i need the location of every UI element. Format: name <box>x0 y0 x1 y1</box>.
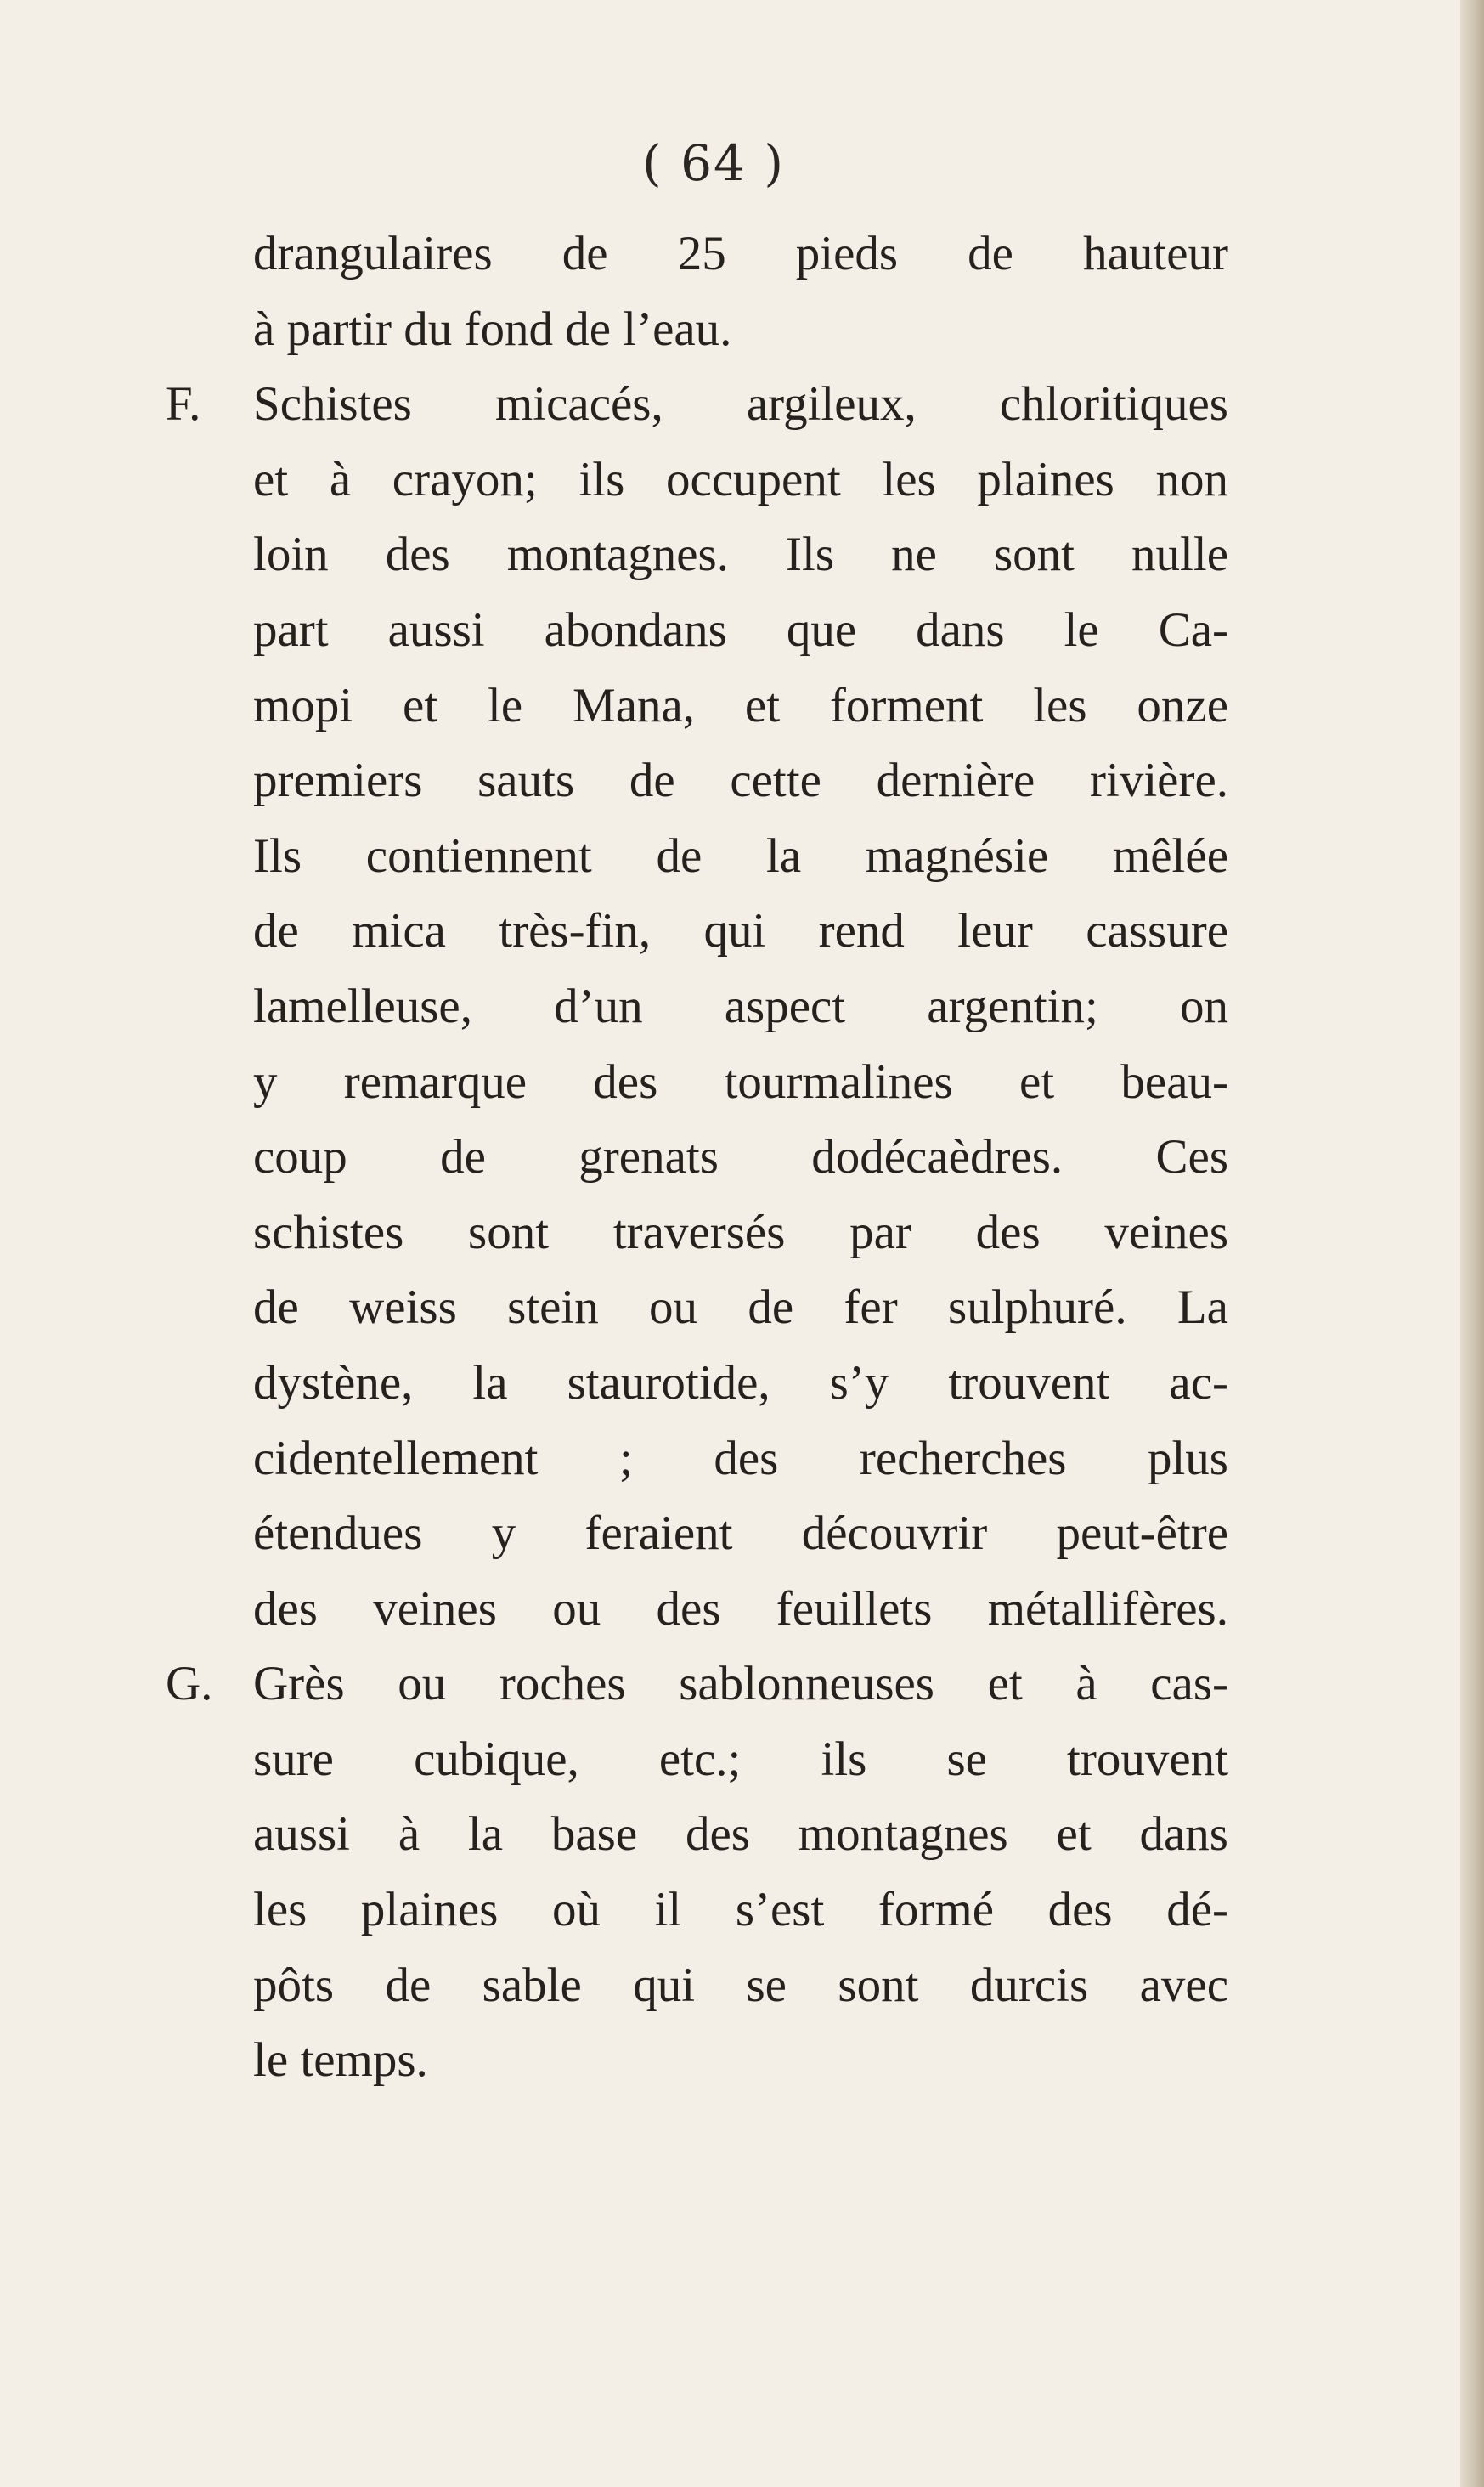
text-line <box>253 1797 1228 1873</box>
text-line <box>253 1045 1228 1121</box>
line-text: des veines ou des feuillets métallifères. <box>253 1581 1228 1636</box>
line-text: drangulaires de 25 pieds de hauteur <box>253 227 1228 280</box>
line-text: loin des montagnes. Ils ne sont nulle <box>253 528 1228 582</box>
text-line <box>253 593 1228 669</box>
text-line <box>253 1948 1228 2024</box>
line-text: premiers sauts de cette dernière rivière. <box>253 754 1228 808</box>
text-line <box>166 1647 1228 1722</box>
line-text: pôts de sable qui se sont durcis avec <box>253 1958 1228 2012</box>
line-text: de mica très-fin, qui rend leur cassure <box>253 904 1228 958</box>
section-marker: F. <box>166 377 201 432</box>
line-text: sure cubique, etc.; ils se trouvent <box>253 1732 1228 1786</box>
line-text: Grès ou roches sablonneuses et à cas- <box>253 1657 1228 1711</box>
text-line <box>253 517 1228 593</box>
text-line <box>253 1120 1228 1195</box>
line-text: part aussi abondans que dans le Ca- <box>253 602 1228 657</box>
text-line <box>253 894 1228 969</box>
line-text: mopi et le Mana, et forment les onze <box>253 678 1228 732</box>
line-text: les plaines où il s’est formé des dé- <box>253 1883 1228 1937</box>
line-text: dystène, la staurotide, s’y trouvent ac- <box>253 1355 1228 1410</box>
line-text: à partir du fond de l’eau. <box>253 302 732 356</box>
line-text: le temps. <box>253 2033 428 2088</box>
page-edge <box>1460 0 1484 2487</box>
line-text: Ils contiennent de la magnésie mêlée <box>253 828 1228 883</box>
page-number: ( 64 ) <box>642 134 785 192</box>
text-line <box>166 367 1228 443</box>
line-text: Schistes micacés, argileux, chloritiques <box>253 377 1228 432</box>
section-marker: G. <box>166 1657 213 1711</box>
text-line <box>253 292 1228 368</box>
line-text: lamelleuse, d’un aspect argentin; on <box>253 979 1228 1033</box>
text-line <box>253 1270 1228 1346</box>
line-text: et à crayon; ils occupent les plaines non <box>253 452 1228 506</box>
text-line <box>253 2023 1228 2099</box>
line-text: cidentellement ; des recherches plus <box>253 1431 1228 1485</box>
line-text: étendues y feraient découvrir peut-être <box>253 1506 1228 1561</box>
text-line <box>253 969 1228 1045</box>
text-line <box>253 1496 1228 1572</box>
text-line <box>253 819 1228 895</box>
line-text: schistes sont traversés par des veines <box>253 1205 1228 1259</box>
text-line <box>253 669 1228 744</box>
line-text: y remarque des tourmalines et beau- <box>253 1054 1228 1109</box>
text-line <box>253 1873 1228 1948</box>
text-line <box>253 217 1228 292</box>
text-line <box>253 1722 1228 1798</box>
text-line <box>253 1195 1228 1271</box>
text-line <box>253 1346 1228 1422</box>
text-line <box>253 443 1228 518</box>
line-text: aussi à la base des montagnes et dans <box>253 1807 1228 1862</box>
text-line <box>253 743 1228 819</box>
text-line <box>253 1422 1228 1497</box>
line-text: coup de grenats dodécaèdres. Ces <box>253 1130 1228 1184</box>
text-line <box>253 1572 1228 1648</box>
line-text: de weiss stein ou de fer sulphuré. La <box>253 1280 1228 1335</box>
body-text <box>166 217 1228 2099</box>
